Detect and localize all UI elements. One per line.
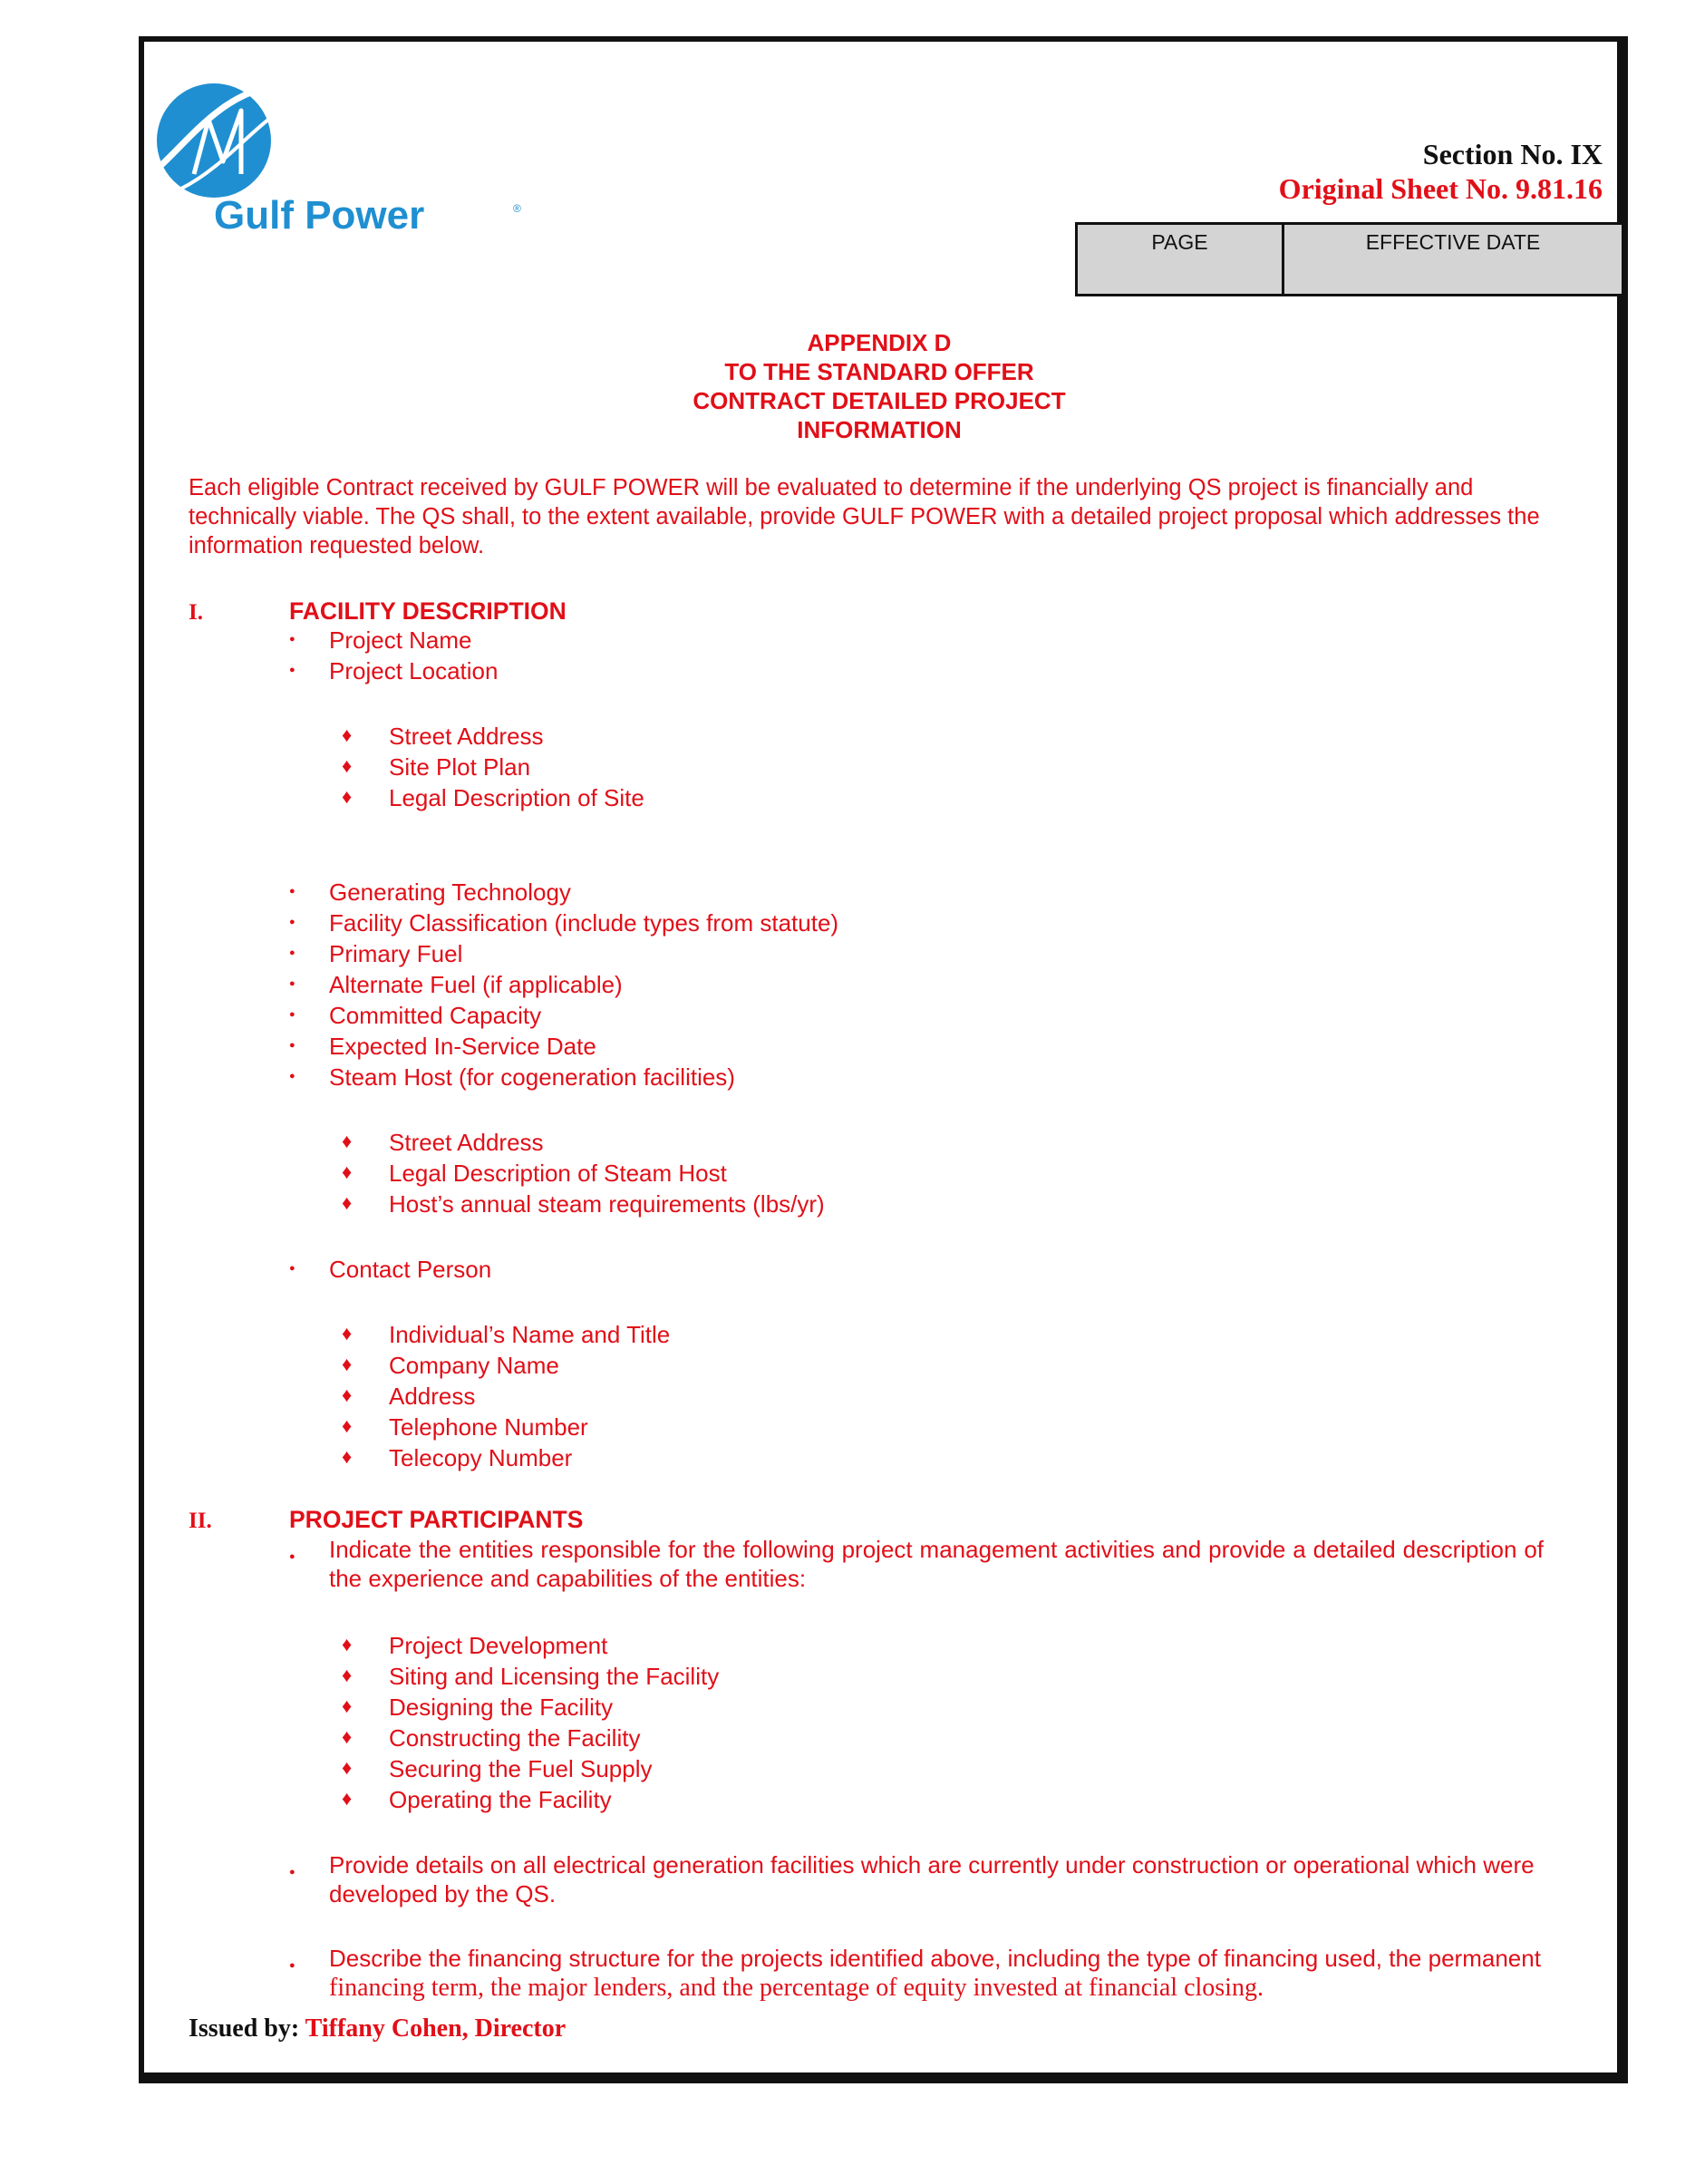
title-line: APPENDIX D [807,329,952,356]
sub-list-item: ♦ Project Development [389,1632,607,1660]
issuer-name: Tiffany Cohen, Director [305,2014,567,2043]
sub-list-item: ♦ Legal Description of Site [389,784,644,812]
sub-list-item: ♦ Siting and Licensing the Facility [389,1663,719,1691]
sub-list-item: ♦ Street Address [389,723,544,751]
section-numeral: II. [189,1509,212,1533]
title-line: CONTRACT DETAILED PROJECT [693,387,1066,414]
list-item-text: Describe the financing structure for the projects identified above, including the type of financing used, the permanent [329,1945,1541,1972]
gulf-power-logo [154,83,535,256]
section-heading: PROJECT PARTICIPANTS [289,1506,584,1533]
title-line: TO THE STANDARD OFFER [724,358,1034,385]
title-line: INFORMATION [797,416,962,443]
section-number: Section No. IX [1422,138,1603,170]
issued-by [189,2014,566,2043]
list-item: ● Committed Capacity [329,1002,541,1030]
document-title [562,328,1196,444]
list-item [329,1944,1544,2003]
sub-list-item: ♦ Individual’s Name and Title [389,1321,670,1349]
issued-by-label: Issued by: [189,2014,300,2043]
sub-list-item: ♦ Company Name [389,1352,559,1380]
sub-list-item: ♦ Operating the Facility [389,1786,612,1814]
list-item: ● Primary Fuel [329,940,462,968]
page-effective-date-table [1075,222,1624,296]
sub-list-item: ♦ Securing the Fuel Supply [389,1755,653,1783]
registered-mark: ® [513,202,521,215]
list-item: ● Provide details on all electrical generation facilities which are currently under construction or operational which were developed by the QS. [329,1850,1544,1908]
sub-list-item: ♦ Telecopy Number [389,1444,572,1472]
sub-list-item: ♦ Street Address [389,1129,544,1157]
sub-list-item: ♦ Designing the Facility [389,1694,613,1722]
section-numeral: I. [189,600,203,625]
sub-list-item: ♦ Host’s annual steam requirements (lbs/yr) [389,1190,825,1218]
list-item: ● Expected In-Service Date [329,1033,596,1061]
sub-list-item: ♦ Legal Description of Steam Host [389,1160,727,1188]
list-item: ● Contact Person [329,1256,491,1284]
list-item: ● Generating Technology [329,878,571,907]
sub-list-item: ♦ Constructing the Facility [389,1724,640,1752]
list-item: ● Project Name [329,626,472,655]
list-item: ● Steam Host (for cogeneration facilities) [329,1063,735,1092]
sheet-number: Original Sheet No. 9.81.16 [1278,172,1603,205]
list-item: ● Alternate Fuel (if applicable) [329,971,623,999]
intro-paragraph: Each eligible Contract received by GULF POWER will be evaluated to determine if the underlying QS project is financially and technically viable. The QS shall, to the extent available, provide GULF POWER with a detailed project proposal which addresses the information requested below. [189,475,1540,558]
list-item-text-continued: financing term, the major lenders, and the percentage of equity invested at financial closing. [329,1974,1264,2002]
list-item: ● Facility Classification (include types from statute) [329,909,838,937]
logo-wordmark: Gulf Power [214,193,425,238]
list-item: ● Indicate the entities responsible for the following project management activities and provide a detailed description of the experience and capabilities of the entities: [329,1535,1544,1593]
page-column-header: PAGE [1078,225,1284,294]
section-heading: FACILITY DESCRIPTION [289,597,567,625]
sub-list-item: ♦ Telephone Number [389,1413,588,1441]
list-item: ● Project Location [329,657,498,685]
sub-list-item: ♦ Address [389,1383,475,1411]
sub-list-item: ♦ Site Plot Plan [389,753,530,781]
effective-date-column-header: EFFECTIVE DATE [1365,230,1541,254]
